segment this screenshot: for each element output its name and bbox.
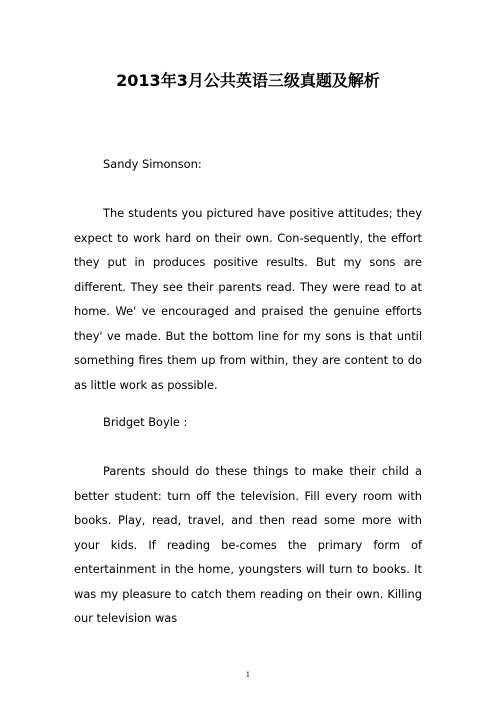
section-2 bbox=[74, 410, 422, 435]
speaker-name: Bridget Boyle : bbox=[103, 415, 188, 429]
section-2-body bbox=[74, 459, 422, 631]
paragraph: The students you pictured have positive attitudes; they expect to work hard on their own. Con-sequently, the effort they put in produces positive results. But my sons are different. They see their parents read. They were read to at home. We' ve encouraged and praised the genuine efforts they' ve made. But the bottom line for my sons is that until something fires them up from within, they are content to do as little work as possible. bbox=[74, 206, 422, 392]
document-title: 2013年3月公共英语三级真题及解析 bbox=[116, 71, 380, 90]
section-1 bbox=[74, 152, 422, 177]
paragraph: Parents should do these things to make their child a better student: turn off the television. Fill every room with books. Play, read, travel, and then read some more with your kids. If reading be-comes the primary form of entertainment in the home, youngsters will turn to books. It was my pleasure to catch them reading on their own. Killing our television was bbox=[74, 464, 422, 625]
page-number: 1 bbox=[245, 671, 251, 679]
speaker-name: Sandy Simonson: bbox=[103, 157, 202, 171]
section-1-body bbox=[74, 201, 422, 397]
